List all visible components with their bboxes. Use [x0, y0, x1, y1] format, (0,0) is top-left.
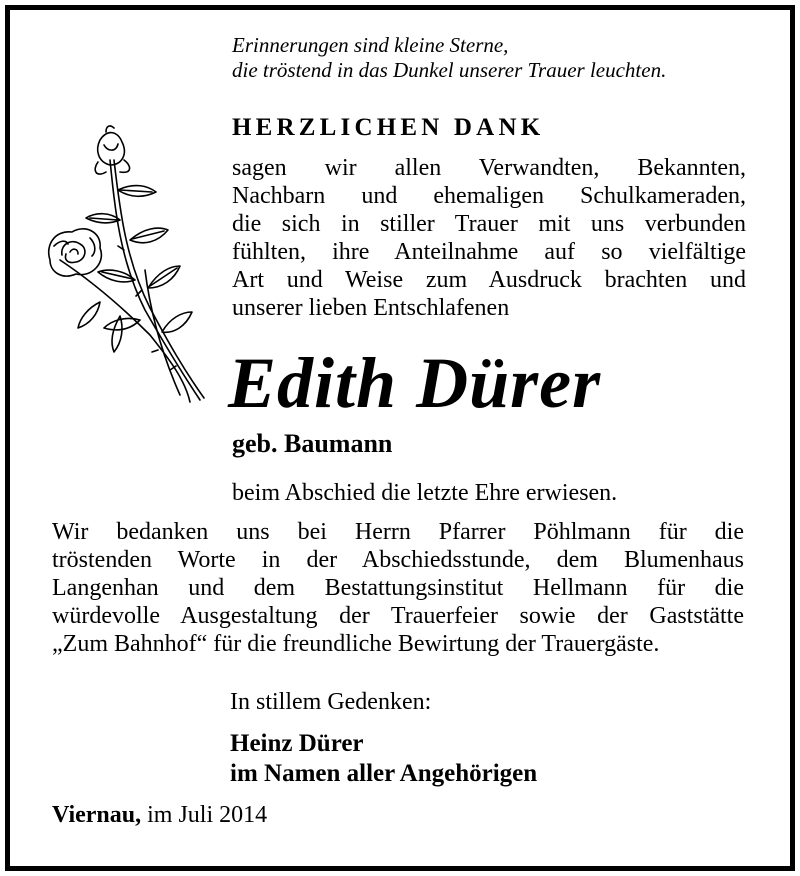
- deceased-name: Edith Dürer: [228, 343, 602, 423]
- signature-line: im Namen aller Angehörigen: [230, 760, 538, 787]
- intro-line: fühlten, ihre Anteilnahme auf so vielfältige: [232, 239, 746, 265]
- thanks-line: Langenhan und dem Bestattungsinstitut Hellmann für die: [52, 575, 744, 601]
- motto-line-2: die tröstend in das Dunkel unserer Trauer leuchten.: [232, 58, 667, 82]
- place-town: Viernau,: [52, 802, 142, 828]
- thanks-line: würdevolle Ausgestaltung der Trauerfeier sowie der Gaststätte: [52, 603, 744, 629]
- motto-line-1: Erinnerungen sind kleine Sterne,: [232, 33, 509, 57]
- thanks-line: Wir bedanken uns bei Herrn Pfarrer Pöhlmann für die: [52, 519, 744, 545]
- rose-icon: [40, 120, 210, 410]
- thanks-line: tröstenden Worte in der Abschiedsstunde, dem Blumenhaus: [52, 547, 744, 573]
- intro-paragraph: [232, 154, 746, 322]
- signature: [230, 729, 537, 789]
- farewell-line: beim Abschied die letzte Ehre erwiesen.: [232, 480, 618, 506]
- intro-line: sagen wir allen Verwandten, Bekannten,: [232, 155, 746, 181]
- intro-line: Art und Weise zum Ausdruck brachten und: [232, 267, 746, 293]
- maiden-name: geb. Baumann: [232, 429, 393, 458]
- thanks-line: „Zum Bahnhof“ für die freundliche Bewirtung der Trauergäste.: [52, 631, 660, 657]
- motto: [232, 33, 752, 83]
- place-date-text: im Juli 2014: [147, 802, 268, 828]
- intro-line: unserer lieben Entschlafenen: [232, 295, 510, 321]
- signature-name: Heinz Dürer: [230, 730, 364, 757]
- memory-line: In stillem Gedenken:: [230, 689, 432, 715]
- intro-line: Nachbarn und ehemaligen Schulkameraden,: [232, 183, 746, 209]
- intro-line: die sich in stiller Trauer mit uns verbunden: [232, 211, 746, 237]
- place-date: [52, 802, 267, 829]
- thanks-paragraph: [52, 518, 744, 658]
- heading: HERZLICHEN DANK: [232, 114, 545, 141]
